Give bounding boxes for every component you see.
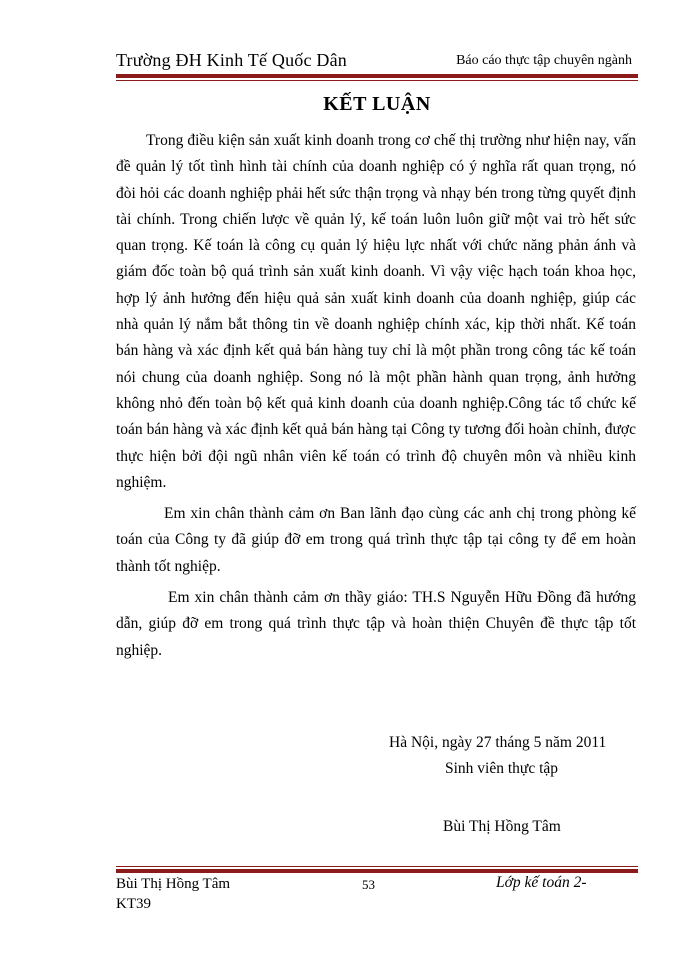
- header-report-type: Báo cáo thực tập chuyên ngành: [456, 53, 632, 68]
- header-divider: [116, 74, 638, 81]
- footer-class-label: Lớp kế toán 2-: [496, 874, 587, 891]
- paragraph-thanks-company: Em xin chân thành cảm ơn Ban lãnh đạo cùng các anh chị trong phòng kế toán của Công ty đã giúp đỡ em trong quá trình thực tập tại công ty để em hoàn thành tốt nghiệp.: [116, 505, 636, 575]
- page-title: KẾT LUẬN: [323, 93, 431, 115]
- header-school-name: Trường ĐH Kinh Tế Quốc Dân: [116, 50, 347, 70]
- footer-author: Bùi Thị Hồng Tâm: [116, 876, 231, 892]
- signature-place-date: Hà Nội, ngày 27 tháng 5 năm 2011: [389, 734, 607, 751]
- paragraph-conclusion: Trong điều kiện sản xuất kinh doanh trong cơ chế thị trường như hiện nay, vấn đề quản lý tốt tình hình tài chính của doanh nghiệp có ý nghĩa rất quan trọng, nó đòi hỏi các doanh nghiệp phải hết sức thận trọng và nhạy bén trong từng quyết định tài chính. Trong chiến lược về quản lý, kế toán luôn luôn giữ một vai trò hết sức quan trọng. Kế toán là công cụ quản lý hiệu lực nhất với chức năng phản ánh và giám đốc toàn bộ quá trình sản xuất kinh doanh. Vì vậy việc hạch toán khoa học, hợp lý ảnh hưởng đến hiệu quả sản xuất kinh doanh của doanh nghiệp, giúp các nhà quản lý nắm bắt thông tin về doanh nghiệp chính xác, kịp thời nhất. Kế toán bán hàng và xác định kết quả bán hàng tuy chỉ là một phần trong công tác kế toán nói chung của doanh nghiệp. Song nó là một phần hành quan trọng, ảnh hưởng không nhỏ đến toàn bộ kết quả kinh doanh của doanh nghiệp.Công tác tổ chức kế toán bán hàng và xác định kết quả bán hàng tại Công ty tương đối hoàn chỉnh, được thực hiện bởi đội ngũ nhân viên kế toán có trình độ chuyên môn và nhiều kinh nghiệm.: [116, 132, 636, 491]
- page-header: [116, 44, 638, 72]
- paragraph-thanks-teacher: Em xin chân thành cảm ơn thầy giáo: TH.S Nguyễn Hữu Đồng đã hướng dẫn, giúp đỡ em trong quá trình thực tập và hoàn thiện Chuyên đề thực tập tốt nghiệp.: [116, 589, 636, 659]
- conclusion-body: [116, 128, 636, 664]
- signature-name: Bùi Thị Hồng Tâm: [443, 818, 561, 835]
- signature-role: Sinh viên thực tập: [445, 760, 559, 777]
- page-number: 53: [362, 877, 375, 892]
- footer-divider: [116, 866, 638, 873]
- footer-author-block: [116, 874, 256, 914]
- footer-class-code: KT39: [116, 896, 151, 912]
